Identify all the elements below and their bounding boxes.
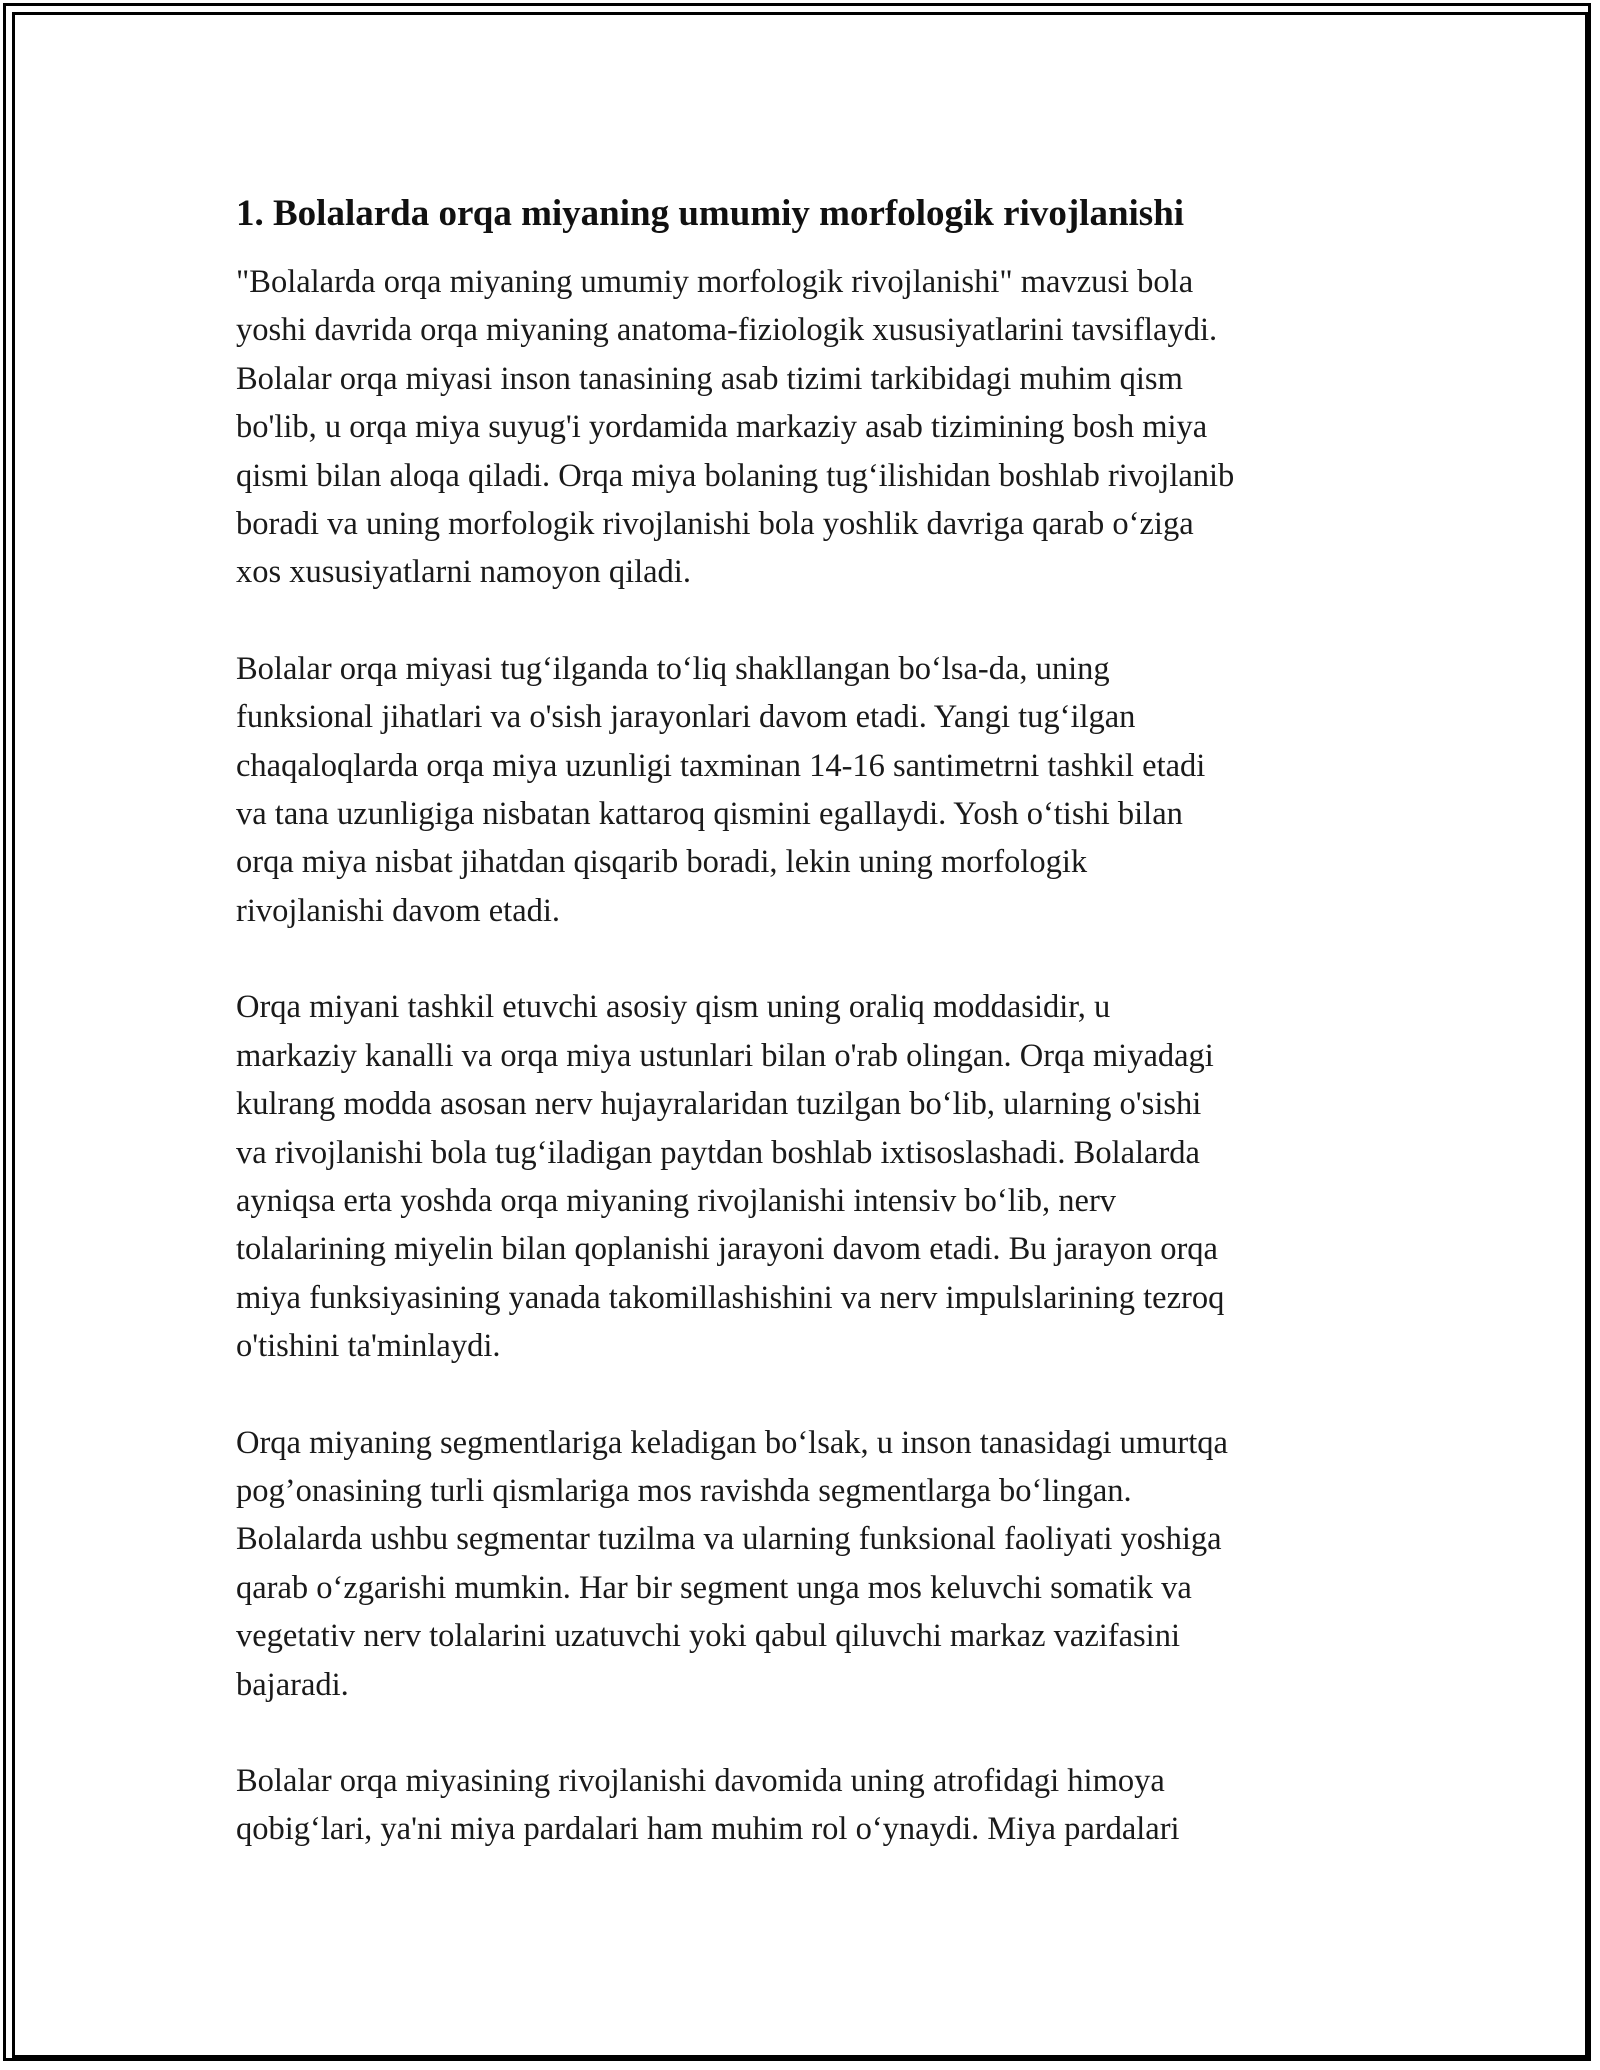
text-line: bo'lib, u orqa miya suyug'i yordamida markaziy asab tizimining bosh miya <box>236 409 1208 446</box>
text-line: Orqa miyani tashkil etuvchi asosiy qism uning oraliq moddasidir, u <box>236 989 1111 1026</box>
text-line: vegetativ nerv tolalarini uzatuvchi yoki qabul qiluvchi markaz vazifasini <box>236 1618 1180 1655</box>
text-line: Bolalar orqa miyasi inson tanasining asab tizimi tarkibidagi muhim qism <box>236 360 1183 397</box>
text-line: xos xususiyatlarni namoyon qiladi. <box>236 554 691 591</box>
document-body <box>236 190 1376 1902</box>
text-line: Bolalar orqa miyasining rivojlanishi davomida uning atrofidagi himoya <box>236 1762 1165 1799</box>
text-line: "Bolalarda orqa miyaning umumiy morfologik rivojlanishi" mavzusi bola <box>236 264 1194 300</box>
text-line: chaqaloqlarda orqa miya uzunligi taxminan 14-16 santimetrni tashkil etadi <box>236 747 1206 784</box>
text-line: yoshi davrida orqa miyaning anatoma-fiziologik xususiyatlarini tavsiflaydi. <box>236 312 1218 349</box>
paragraph-5 <box>236 1757 1376 1854</box>
paragraph-2 <box>236 645 1376 935</box>
text-line: boradi va uning morfologik rivojlanishi bola yoshlik davriga qarab o‘ziga <box>236 506 1194 543</box>
text-line: va tana uzunligiga nisbatan kattaroq qismini egallaydi. Yosh o‘tishi bilan <box>236 796 1183 833</box>
text-line: kulrang modda asosan nerv hujayralaridan tuzilgan bo‘lib, ularning o'sishi <box>236 1086 1202 1123</box>
paragraph-1 <box>236 258 1376 597</box>
text-line: Bolalar orqa miyasi tug‘ilganda to‘liq shakllangan bo‘lsa-da, uning <box>236 650 1110 687</box>
text-line: markaziy kanalli va orqa miya ustunlari bilan o'rab olingan. Orqa miyadagi <box>236 1037 1214 1074</box>
paragraph-4 <box>236 1419 1376 1709</box>
text-line: qismi bilan aloqa qiladi. Orqa miya bolaning tug‘ilishidan boshlab rivojlanib <box>236 457 1235 494</box>
text-line: orqa miya nisbat jihatdan qisqarib boradi, lekin uning morfologik <box>236 844 1088 881</box>
text-line: va rivojlanishi bola tug‘iladigan paytdan boshlab ixtisoslashadi. Bolalarda <box>236 1134 1200 1171</box>
paragraph-3 <box>236 983 1376 1370</box>
text-line: o'tishini ta'minlaydi. <box>236 1328 501 1365</box>
text-line: qobig‘lari, ya'ni miya pardalari ham muhim rol o‘ynaydi. Miya pardalari <box>236 1811 1180 1848</box>
text-line: tolalarining miyelin bilan qoplanishi jarayoni davom etadi. Bu jarayon orqa <box>236 1231 1218 1268</box>
text-line: miya funksiyasining yanada takomillashishini va nerv impulslarining tezroq <box>236 1279 1225 1316</box>
text-line: Orqa miyaning segmentlariga keladigan bo‘lsak, u inson tanasidagi umurtqa <box>236 1424 1228 1461</box>
text-line: funksional jihatlari va o'sish jarayonlari davom etadi. Yangi tug‘ilgan <box>236 699 1136 736</box>
text-line: rivojlanishi davom etadi. <box>236 892 561 929</box>
text-line: bajaradi. <box>236 1666 349 1703</box>
text-line: pog’onasining turli qismlariga mos ravishda segmentlarga bo‘lingan. <box>236 1472 1132 1509</box>
text-line: ayniqsa erta yoshda orqa miyaning rivojlanishi intensiv bo‘lib, nerv <box>236 1182 1117 1219</box>
section-heading: 1. Bolalarda orqa miyaning umumiy morfologik rivojlanishi <box>236 193 1185 234</box>
text-line: qarab o‘zgarishi mumkin. Har bir segment unga mos keluvchi somatik va <box>236 1569 1192 1606</box>
text-line: Bolalarda ushbu segmentar tuzilma va ularning funksional faoliyati yoshiga <box>236 1521 1222 1558</box>
